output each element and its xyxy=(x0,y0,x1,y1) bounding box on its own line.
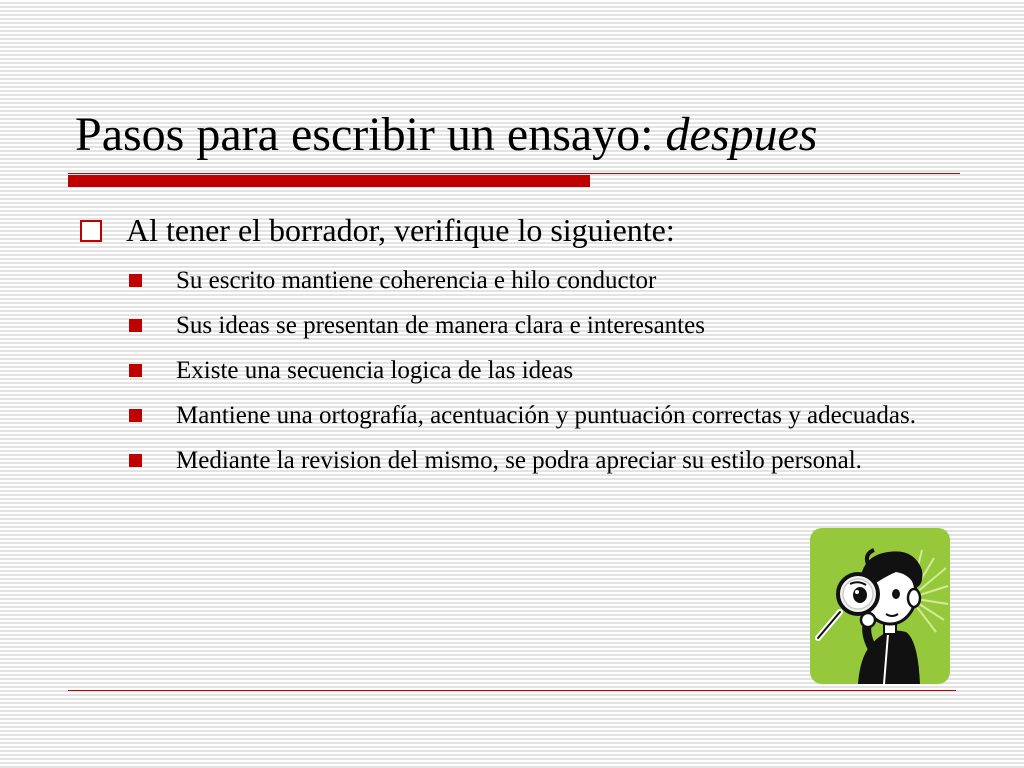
filled-square-bullet-icon xyxy=(129,364,142,377)
bullet-text: Mantiene una ortografía, acentuación y puntuación correctas y adecuadas. xyxy=(176,402,916,429)
bullet-text: Su escrito mantiene coherencia e hilo conductor xyxy=(176,267,657,294)
filled-square-bullet-icon xyxy=(129,319,142,332)
intro-line xyxy=(80,207,675,253)
list-item xyxy=(129,307,949,344)
title-main: Pasos para escribir un ensayo: xyxy=(75,108,666,161)
hollow-square-checkbox-icon xyxy=(80,220,102,242)
bullet-text: Existe una secuencia logica de las ideas xyxy=(176,357,574,384)
title-emphasis: despues xyxy=(665,108,818,161)
intro-text: Al tener el borrador, verifique lo siguiente: xyxy=(126,212,675,248)
filled-square-bullet-icon xyxy=(129,454,142,467)
bullet-text: Sus ideas se presentan de manera clara e interesantes xyxy=(176,312,705,339)
list-item xyxy=(129,442,949,479)
boy-with-magnifying-glass-icon xyxy=(810,528,950,684)
list-item xyxy=(129,397,949,434)
footer-divider xyxy=(68,690,956,691)
list-item xyxy=(129,262,949,299)
bullet-list xyxy=(129,262,949,487)
bullet-text: Mediante la revision del mismo, se podra apreciar su estilo personal. xyxy=(176,447,862,474)
list-item xyxy=(129,352,949,389)
title-underline-thin xyxy=(68,173,960,174)
slide-title xyxy=(75,105,817,165)
filled-square-bullet-icon xyxy=(129,409,142,422)
title-underline-thick xyxy=(68,175,590,187)
filled-square-bullet-icon xyxy=(129,274,142,287)
